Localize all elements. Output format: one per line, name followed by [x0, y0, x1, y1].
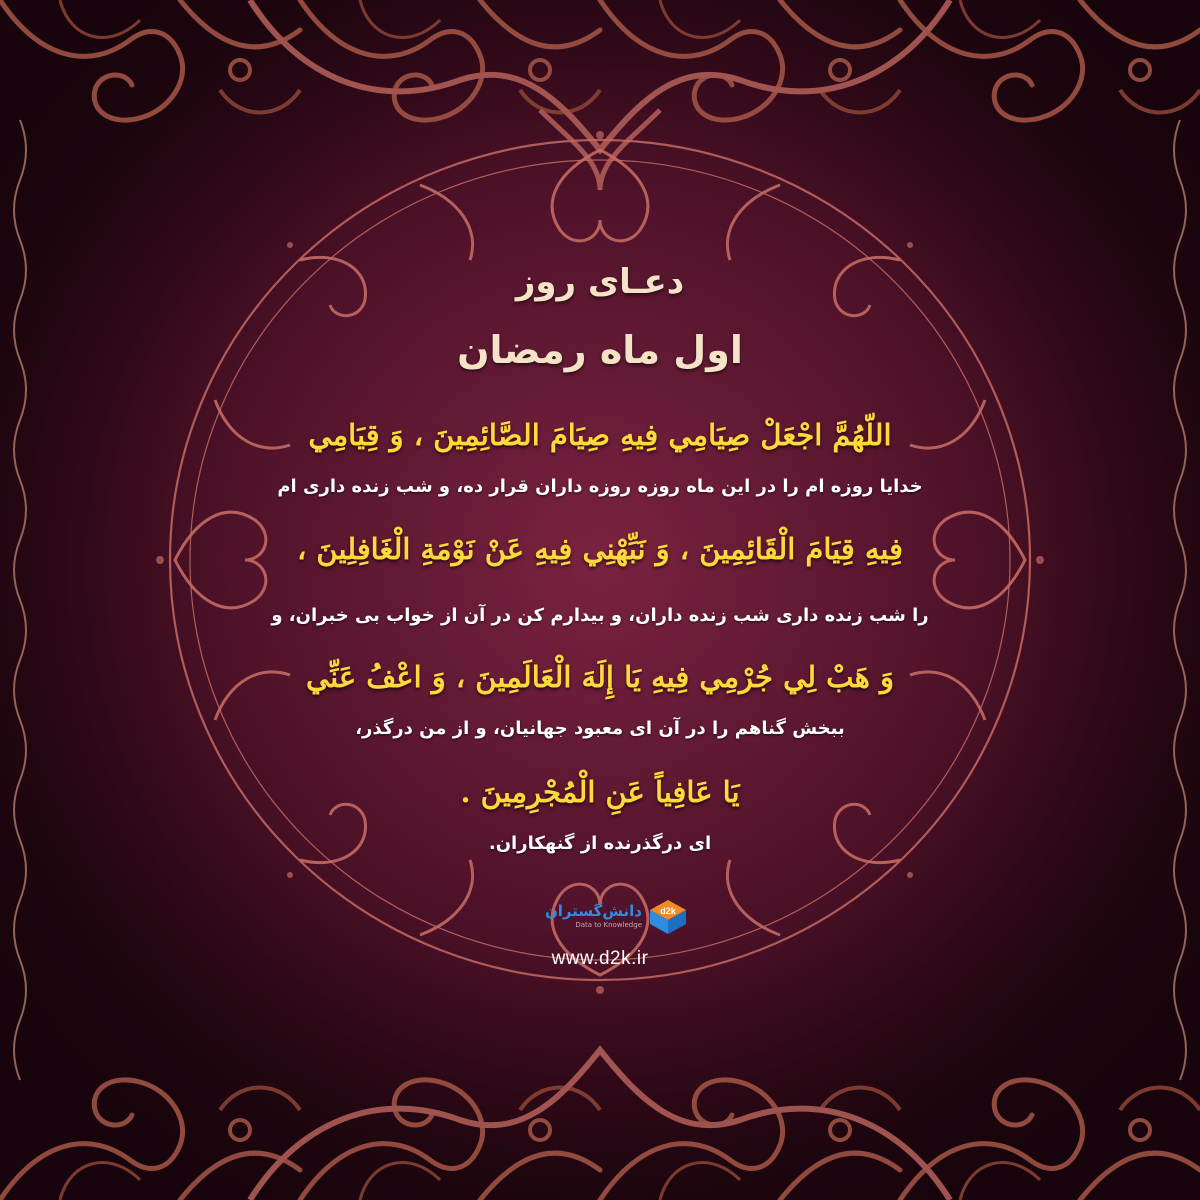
svg-text:d2k: d2k — [660, 906, 676, 916]
logo-tagline: Data to Knowledge — [575, 921, 642, 929]
title-line-1: دعـای روز — [515, 262, 685, 302]
persian-translation-2: را شب زنده داری شب زنده داران، و بیدارم کن در آن از خواب بی خبران، و — [271, 605, 929, 626]
website-link[interactable]: www.d2k.ir — [551, 948, 649, 969]
arabic-verse-3: وَ هَبْ لِي جُرْمِي فِيهِ يَا إِلَهَ الْعَالَمِينَ ، وَ اعْفُ عَنِّي — [305, 660, 895, 694]
persian-translation-3: ببخش گناهم را در آن ای معبود جهانیان، و از من درگذر، — [355, 718, 845, 739]
title-line-2: اول ماه رمضان — [457, 328, 743, 372]
persian-translation-1: خدایا روزه ام را در این ماه روزه روزه داران قرار ده، و شب زنده داری ام — [277, 476, 923, 497]
arabic-verse-4: يَا عَافِياً عَنِ الْمُجْرِمِينَ . — [460, 775, 740, 809]
arabic-verse-2: فِيهِ قِيَامَ الْقَائِمِينَ ، وَ نَبِّهْنِي فِيهِ عَنْ نَوْمَةِ الْغَافِلِينَ ، — [296, 532, 904, 566]
persian-translation-4: ای درگذرنده از گنهکاران. — [488, 833, 712, 854]
arabic-verse-1: اللّهُمَّ اجْعَلْ صِیَامِي فِيهِ صِيَامَ الصَّائِمِينَ ، وَ قِيَامِي — [308, 418, 892, 452]
d2k-logo-icon — [646, 896, 690, 936]
d2k-logo[interactable] — [522, 896, 692, 936]
logo-name: دانش‌گستران — [544, 902, 642, 920]
